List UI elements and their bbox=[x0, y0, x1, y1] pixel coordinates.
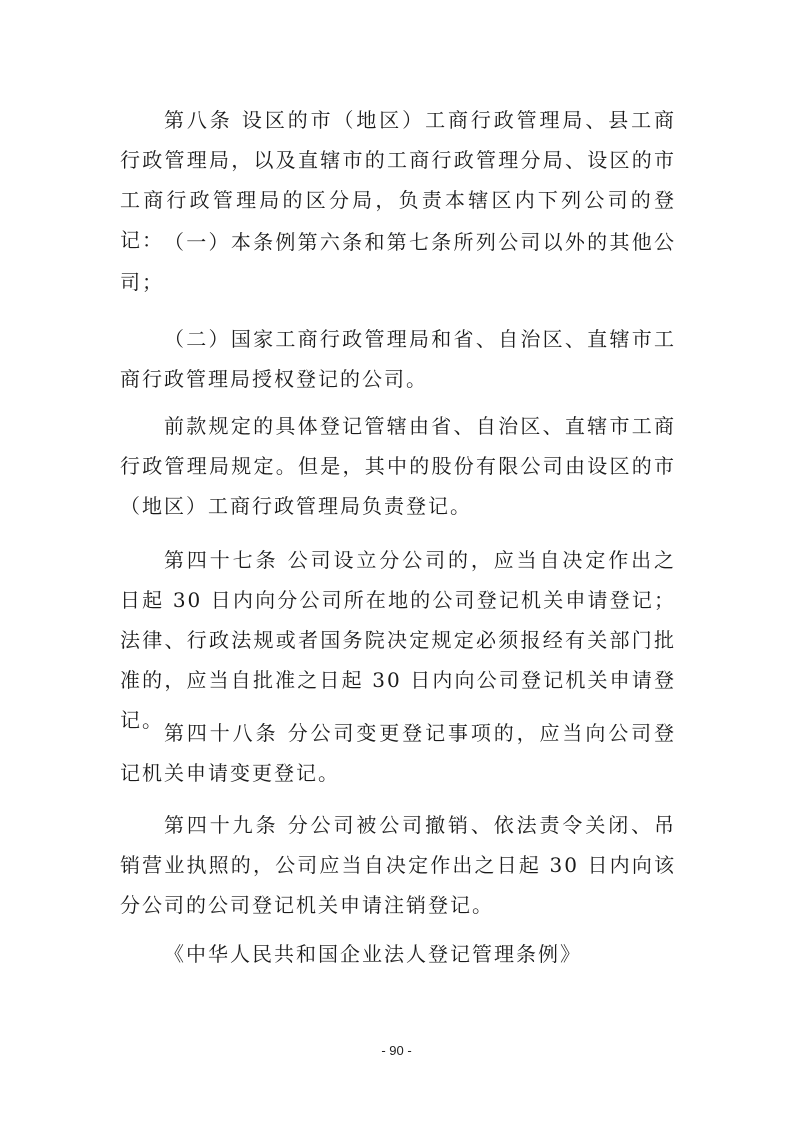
article-8-note-paragraph: 前款规定的具体登记管辖由省、自治区、直辖市工商行政管理局规定。但是，其中的股份有限公司由设区的市（地区）工商行政管理局负责登记。 bbox=[120, 414, 676, 518]
article-8-paragraph: 第八条 设区的市（地区）工商行政管理局、县工商行政管理局，以及直辖市的工商行政管理分局、设区的市工商行政管理局的区分局，负责本辖区内下列公司的登记： bbox=[120, 108, 676, 252]
source-citation: 《中华人民共和国企业法人登记管理条例》 bbox=[164, 942, 582, 966]
article-48-paragraph: 第四十八条 分公司变更登记事项的，应当向公司登记机关申请变更登记。 bbox=[120, 721, 676, 785]
article-8-item-2: （二）国家工商行政管理局和省、自治区、直辖市工商行政管理局授权登记的公司。 bbox=[120, 327, 676, 391]
article-8-item-1: （一）本条例第六条和第七条所列公司以外的其他公司； bbox=[120, 230, 676, 294]
article-49-paragraph: 第四十九条 分公司被公司撤销、依法责令关闭、吊销营业执照的，公司应当自决定作出之日起 30 日内向该分公司的公司登记机关申请注销登记。 bbox=[120, 813, 676, 917]
page-number: - 90 - bbox=[381, 1043, 412, 1058]
article-47-paragraph: 第四十七条 公司设立分公司的，应当自决定作出之日起 30 日内向分公司所在地的公司登记机关申请登记；法律、行政法规或者国务院决定规定必须报经有关部门批准的，应当自批准之日起 30 日内向公司登记机关申请登记。 bbox=[120, 548, 676, 732]
